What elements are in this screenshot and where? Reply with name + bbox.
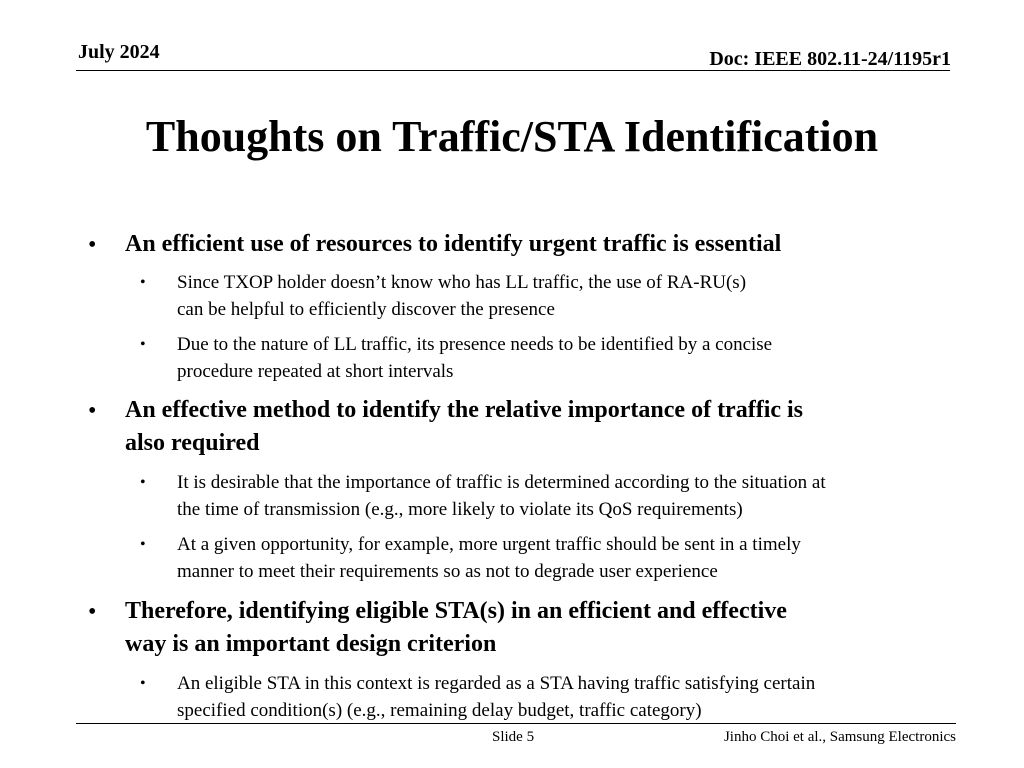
bullet-marker: •: [88, 599, 97, 625]
sub-bullet-text: procedure repeated at short intervals: [177, 361, 454, 382]
sub-bullet-text: It is desirable that the importance of traffic is determined according to the situation at: [177, 472, 826, 493]
bullet-text: Therefore, identifying eligible STA(s) in an efficient and effective: [125, 598, 787, 624]
bullet-text: also required: [125, 430, 260, 456]
footer-divider: [76, 723, 956, 724]
sub-bullet-marker: •: [140, 336, 146, 353]
sub-bullet-marker: •: [140, 274, 146, 291]
sub-bullet-text: At a given opportunity, for example, more urgent traffic should be sent in a timely: [177, 534, 801, 555]
bullet-marker: •: [88, 232, 97, 258]
footer-author: Jinho Choi et al., Samsung Electronics: [723, 729, 956, 745]
bullet-text: An efficient use of resources to identify urgent traffic is essential: [125, 231, 782, 257]
sub-bullet-text: manner to meet their requirements so as not to degrade user experience: [177, 561, 718, 582]
bullet-text: An effective method to identify the relative importance of traffic is: [125, 397, 804, 423]
sub-bullet-text: Due to the nature of LL traffic, its presence needs to be identified by a concise: [177, 334, 773, 355]
sub-bullet-marker: •: [140, 474, 146, 491]
sub-bullet-text: can be helpful to efficiently discover the presence: [177, 299, 555, 320]
sub-bullet-marker: •: [140, 536, 146, 553]
sub-bullet-text: Since TXOP holder doesn’t know who has LL traffic, the use of RA-RU(s): [177, 272, 747, 293]
header-doc-id: Doc: IEEE 802.11-24/1195r1: [709, 48, 951, 70]
bullet-marker: •: [88, 398, 97, 424]
slide-number: Slide 5: [492, 729, 535, 745]
bullet-text: way is an important design criterion: [125, 631, 497, 657]
sub-bullet-marker: •: [140, 675, 146, 692]
sub-bullet-text: the time of transmission (e.g., more likely to violate its QoS requirements): [177, 499, 743, 520]
header-date: July 2024: [78, 41, 160, 63]
sub-bullet-text: An eligible STA in this context is regarded as a STA having traffic satisfying certain: [177, 673, 816, 694]
sub-bullet-text: specified condition(s) (e.g., remaining delay budget, traffic category): [177, 700, 702, 721]
slide-title: Thoughts on Traffic/STA Identification: [145, 112, 879, 161]
